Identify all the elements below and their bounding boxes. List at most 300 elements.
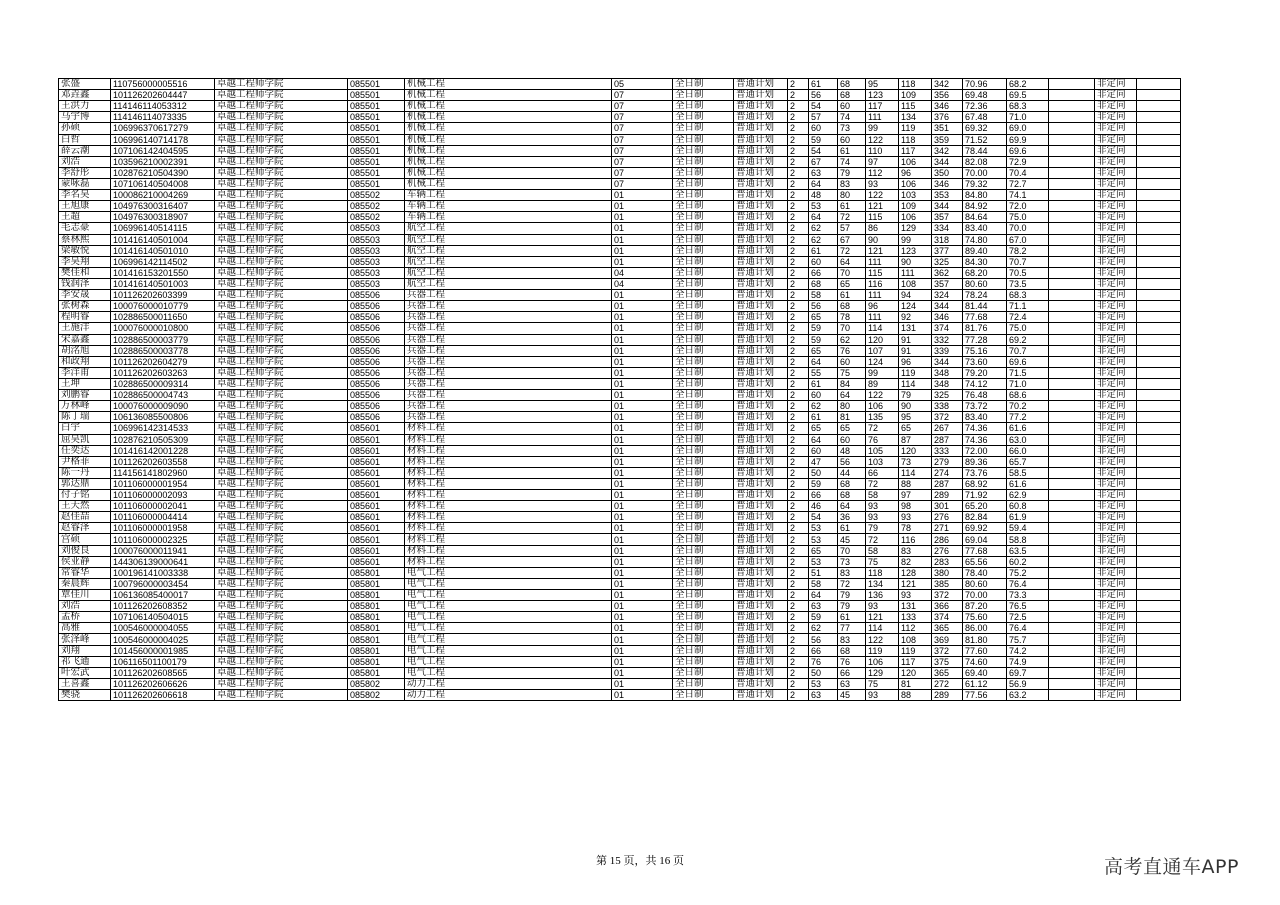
cell-english-score: 79 [838,590,866,601]
cell-remark [1137,245,1181,256]
cell-retest-score: 78.24 [963,290,1007,301]
cell-remark [1137,590,1181,601]
cell-direction: 01 [612,612,673,623]
cell-name: 李名昊 [59,190,111,201]
cell-final-score: 67.0 [1007,234,1049,245]
cell-candidate-id: 102886500003779 [111,334,215,345]
cell-english-score: 68 [838,90,866,101]
cell-name: 高雅 [59,623,111,634]
cell-subject2-score: 121 [899,578,932,589]
cell-major-name: 兵器工程 [405,312,612,323]
table-row [59,345,1181,356]
cell-name: 付子铭 [59,490,111,501]
cell-direction: 01 [612,378,673,389]
cell-name: 李安晟 [59,290,111,301]
cell-name: 王洪力 [59,101,111,112]
cell-name: 邓垚鑫 [59,90,111,101]
cell-college: 卓越工程师学院 [215,167,348,178]
cell-major-name: 机械工程 [405,156,612,167]
cell-plan-type: 普通计划 [734,101,788,112]
cell-major-name: 机械工程 [405,178,612,189]
cell-name: 张泽峰 [59,634,111,645]
cell-plan-type: 普通计划 [734,578,788,589]
cell-major-code: 085506 [348,367,405,378]
cell-subject1-score: 116 [866,278,899,289]
cell-flag: 2 [788,167,809,178]
cell-remark [1137,390,1181,401]
cell-plan-type: 普通计划 [734,367,788,378]
cell-orientation: 非定向 [1095,490,1137,501]
cell-major-name: 材料工程 [405,478,612,489]
cell-subject2-score: 65 [899,423,932,434]
cell-total-score: 346 [932,312,963,323]
cell-note [1049,367,1095,378]
cell-retest-score: 81.80 [963,634,1007,645]
table-row [59,201,1181,212]
cell-subject1-score: 134 [866,578,899,589]
cell-orientation: 非定向 [1095,356,1137,367]
cell-remark [1137,612,1181,623]
cell-subject1-score: 66 [866,467,899,478]
cell-subject2-score: 114 [899,467,932,478]
cell-subject1-score: 72 [866,534,899,545]
cell-orientation: 非定向 [1095,501,1137,512]
cell-subject2-score: 120 [899,445,932,456]
cell-major-code: 085501 [348,156,405,167]
cell-english-score: 81 [838,412,866,423]
cell-study-mode: 全日制 [673,556,734,567]
table-row [59,245,1181,256]
cell-plan-type: 普通计划 [734,456,788,467]
cell-retest-score: 69.92 [963,523,1007,534]
cell-final-score: 68.3 [1007,290,1049,301]
cell-plan-type: 普通计划 [734,678,788,689]
cell-total-score: 334 [932,223,963,234]
cell-final-score: 72.4 [1007,312,1049,323]
cell-politics-score: 65 [809,345,838,356]
cell-politics-score: 64 [809,590,838,601]
cell-study-mode: 全日制 [673,612,734,623]
cell-retest-score: 84.80 [963,190,1007,201]
cell-subject2-score: 98 [899,501,932,512]
cell-study-mode: 全日制 [673,467,734,478]
cell-subject2-score: 91 [899,345,932,356]
cell-major-code: 085506 [348,301,405,312]
cell-flag: 2 [788,423,809,434]
cell-english-score: 73 [838,556,866,567]
cell-major-name: 航空工程 [405,278,612,289]
cell-politics-score: 59 [809,612,838,623]
cell-orientation: 非定向 [1095,245,1137,256]
cell-remark [1137,523,1181,534]
cell-remark [1137,378,1181,389]
cell-note [1049,212,1095,223]
cell-total-score: 272 [932,678,963,689]
cell-subject2-score: 93 [899,512,932,523]
cell-candidate-id: 102886500011650 [111,312,215,323]
cell-plan-type: 普通计划 [734,112,788,123]
cell-retest-score: 80.60 [963,578,1007,589]
cell-note [1049,556,1095,567]
cell-subject1-score: 96 [866,301,899,312]
cell-name: 孟桥 [59,612,111,623]
cell-english-score: 80 [838,401,866,412]
cell-subject1-score: 107 [866,345,899,356]
cell-politics-score: 68 [809,278,838,289]
cell-subject1-score: 111 [866,290,899,301]
cell-plan-type: 普通计划 [734,501,788,512]
cell-major-name: 航空工程 [405,223,612,234]
app-watermark: 高考直通车APP [1104,856,1239,878]
cell-orientation: 非定向 [1095,534,1137,545]
cell-major-code: 085601 [348,512,405,523]
cell-remark [1137,79,1181,90]
cell-college: 卓越工程师学院 [215,678,348,689]
table-row [59,378,1181,389]
cell-subject2-score: 133 [899,612,932,623]
cell-remark [1137,512,1181,523]
cell-major-name: 材料工程 [405,434,612,445]
cell-plan-type: 普通计划 [734,223,788,234]
cell-politics-score: 58 [809,290,838,301]
cell-subject2-score: 87 [899,434,932,445]
cell-flag: 2 [788,612,809,623]
cell-subject2-score: 109 [899,90,932,101]
cell-plan-type: 普通计划 [734,690,788,701]
cell-direction: 01 [612,567,673,578]
cell-major-code: 085503 [348,256,405,267]
cell-english-score: 68 [838,490,866,501]
table-row [59,456,1181,467]
cell-total-score: 279 [932,456,963,467]
cell-politics-score: 66 [809,267,838,278]
cell-direction: 01 [612,467,673,478]
cell-college: 卓越工程师学院 [215,290,348,301]
cell-english-score: 79 [838,167,866,178]
cell-major-code: 085506 [348,290,405,301]
cell-college: 卓越工程师学院 [215,223,348,234]
cell-major-code: 085601 [348,534,405,545]
cell-plan-type: 普通计划 [734,401,788,412]
cell-english-score: 65 [838,423,866,434]
cell-note [1049,290,1095,301]
cell-note [1049,312,1095,323]
cell-remark [1137,334,1181,345]
cell-politics-score: 62 [809,623,838,634]
cell-english-score: 45 [838,690,866,701]
cell-plan-type: 普通计划 [734,534,788,545]
cell-subject1-score: 58 [866,545,899,556]
cell-major-code: 085801 [348,656,405,667]
cell-direction: 01 [612,512,673,523]
cell-plan-type: 普通计划 [734,178,788,189]
cell-retest-score: 82.08 [963,156,1007,167]
cell-subject2-score: 116 [899,534,932,545]
cell-candidate-id: 102886500004743 [111,390,215,401]
cell-note [1049,545,1095,556]
cell-english-score: 73 [838,123,866,134]
cell-final-score: 72.0 [1007,201,1049,212]
cell-name: 李舒彤 [59,167,111,178]
cell-total-score: 362 [932,267,963,278]
cell-college: 卓越工程师学院 [215,534,348,545]
cell-subject1-score: 110 [866,145,899,156]
cell-major-code: 085506 [348,323,405,334]
cell-retest-score: 71.52 [963,134,1007,145]
cell-note [1049,156,1095,167]
table-row [59,623,1181,634]
table-row [59,278,1181,289]
cell-retest-score: 83.40 [963,412,1007,423]
cell-remark [1137,301,1181,312]
cell-note [1049,490,1095,501]
cell-remark [1137,478,1181,489]
cell-major-name: 电气工程 [405,590,612,601]
cell-final-score: 74.1 [1007,190,1049,201]
cell-study-mode: 全日制 [673,123,734,134]
cell-major-code: 085601 [348,434,405,445]
cell-subject2-score: 106 [899,156,932,167]
cell-retest-score: 73.60 [963,356,1007,367]
cell-college: 卓越工程师学院 [215,445,348,456]
cell-politics-score: 61 [809,245,838,256]
cell-major-code: 085503 [348,278,405,289]
cell-flag: 2 [788,212,809,223]
cell-remark [1137,490,1181,501]
cell-note [1049,501,1095,512]
cell-total-score: 324 [932,290,963,301]
cell-major-name: 材料工程 [405,501,612,512]
cell-major-code: 085506 [348,390,405,401]
cell-study-mode: 全日制 [673,590,734,601]
table-row [59,578,1181,589]
cell-major-code: 085501 [348,134,405,145]
cell-retest-score: 61.12 [963,678,1007,689]
cell-orientation: 非定向 [1095,656,1137,667]
cell-note [1049,467,1095,478]
cell-study-mode: 全日制 [673,512,734,523]
cell-total-score: 372 [932,645,963,656]
cell-major-code: 085801 [348,667,405,678]
cell-candidate-id: 106996140714178 [111,134,215,145]
cell-remark [1137,123,1181,134]
cell-politics-score: 62 [809,401,838,412]
cell-english-score: 63 [838,678,866,689]
cell-direction: 01 [612,256,673,267]
cell-study-mode: 全日制 [673,678,734,689]
cell-total-score: 346 [932,178,963,189]
cell-name: 钱润泽 [59,278,111,289]
cell-college: 卓越工程师学院 [215,667,348,678]
cell-english-score: 61 [838,523,866,534]
admission-table-wrapper [58,78,1181,701]
cell-candidate-id: 101106000002041 [111,501,215,512]
cell-final-score: 69.5 [1007,90,1049,101]
cell-major-name: 兵器工程 [405,290,612,301]
cell-candidate-id: 107106140504008 [111,178,215,189]
cell-study-mode: 全日制 [673,667,734,678]
cell-subject1-score: 93 [866,512,899,523]
cell-college: 卓越工程师学院 [215,556,348,567]
cell-orientation: 非定向 [1095,434,1137,445]
cell-flag: 2 [788,567,809,578]
cell-subject1-score: 136 [866,590,899,601]
cell-major-name: 兵器工程 [405,367,612,378]
cell-subject2-score: 120 [899,667,932,678]
cell-total-score: 376 [932,112,963,123]
cell-name: 樊佳和 [59,267,111,278]
cell-candidate-id: 101416153201550 [111,267,215,278]
cell-final-score: 56.9 [1007,678,1049,689]
table-row [59,523,1181,534]
cell-major-code: 085801 [348,645,405,656]
cell-direction: 01 [612,234,673,245]
table-row [59,412,1181,423]
cell-note [1049,478,1095,489]
cell-direction: 01 [612,456,673,467]
cell-note [1049,434,1095,445]
cell-note [1049,79,1095,90]
cell-flag: 2 [788,278,809,289]
cell-final-score: 63.5 [1007,545,1049,556]
cell-name: 秦晨辉 [59,578,111,589]
cell-major-code: 085501 [348,123,405,134]
cell-total-score: 286 [932,534,963,545]
cell-final-score: 77.2 [1007,412,1049,423]
cell-direction: 07 [612,123,673,134]
cell-major-code: 085501 [348,145,405,156]
cell-note [1049,145,1095,156]
cell-major-code: 085506 [348,345,405,356]
cell-plan-type: 普通计划 [734,212,788,223]
cell-remark [1137,345,1181,356]
cell-politics-score: 53 [809,201,838,212]
cell-candidate-id: 100076000010779 [111,301,215,312]
cell-name: 宫硕 [59,534,111,545]
cell-orientation: 非定向 [1095,512,1137,523]
cell-direction: 07 [612,156,673,167]
cell-note [1049,234,1095,245]
cell-candidate-id: 101126202608565 [111,667,215,678]
cell-note [1049,645,1095,656]
cell-english-score: 76 [838,345,866,356]
cell-flag: 2 [788,601,809,612]
cell-total-score: 342 [932,145,963,156]
cell-candidate-id: 100546000004025 [111,634,215,645]
cell-direction: 05 [612,79,673,90]
cell-subject1-score: 95 [866,79,899,90]
cell-major-name: 航空工程 [405,245,612,256]
table-row [59,290,1181,301]
cell-major-code: 085801 [348,590,405,601]
cell-politics-score: 60 [809,390,838,401]
cell-college: 卓越工程师学院 [215,645,348,656]
cell-english-score: 64 [838,256,866,267]
cell-plan-type: 普通计划 [734,634,788,645]
cell-direction: 01 [612,323,673,334]
cell-note [1049,378,1095,389]
cell-major-name: 电气工程 [405,612,612,623]
cell-major-code: 085601 [348,523,405,534]
cell-study-mode: 全日制 [673,301,734,312]
cell-english-score: 60 [838,101,866,112]
cell-final-score: 59.4 [1007,523,1049,534]
cell-final-score: 70.0 [1007,223,1049,234]
cell-politics-score: 61 [809,412,838,423]
cell-direction: 07 [612,101,673,112]
cell-subject1-score: 119 [866,645,899,656]
cell-flag: 2 [788,456,809,467]
cell-total-score: 276 [932,512,963,523]
cell-direction: 04 [612,267,673,278]
cell-retest-score: 78.40 [963,567,1007,578]
cell-candidate-id: 100086210004269 [111,190,215,201]
cell-politics-score: 66 [809,490,838,501]
cell-plan-type: 普通计划 [734,301,788,312]
cell-subject1-score: 121 [866,201,899,212]
cell-study-mode: 全日制 [673,456,734,467]
cell-politics-score: 58 [809,578,838,589]
table-row [59,212,1181,223]
cell-total-score: 344 [932,356,963,367]
cell-study-mode: 全日制 [673,178,734,189]
cell-total-score: 332 [932,334,963,345]
cell-college: 卓越工程师学院 [215,690,348,701]
cell-name: 王施洋 [59,323,111,334]
cell-major-code: 085503 [348,245,405,256]
cell-politics-score: 56 [809,634,838,645]
cell-english-score: 68 [838,478,866,489]
cell-name: 赵睿泽 [59,523,111,534]
cell-major-code: 085501 [348,90,405,101]
cell-college: 卓越工程师学院 [215,301,348,312]
cell-candidate-id: 102886500003778 [111,345,215,356]
cell-retest-score: 73.72 [963,401,1007,412]
cell-politics-score: 60 [809,256,838,267]
cell-subject2-score: 119 [899,367,932,378]
cell-subject2-score: 123 [899,245,932,256]
cell-direction: 01 [612,412,673,423]
cell-college: 卓越工程师学院 [215,245,348,256]
cell-remark [1137,645,1181,656]
cell-major-name: 材料工程 [405,445,612,456]
cell-direction: 04 [612,278,673,289]
cell-note [1049,278,1095,289]
cell-major-code: 085503 [348,267,405,278]
cell-orientation: 非定向 [1095,567,1137,578]
cell-orientation: 非定向 [1095,323,1137,334]
cell-major-code: 085501 [348,167,405,178]
cell-note [1049,345,1095,356]
cell-study-mode: 全日制 [673,156,734,167]
cell-plan-type: 普通计划 [734,256,788,267]
cell-remark [1137,690,1181,701]
cell-name: 陈丁瑞 [59,412,111,423]
cell-subject2-score: 81 [899,678,932,689]
cell-remark [1137,456,1181,467]
cell-study-mode: 全日制 [673,634,734,645]
cell-plan-type: 普通计划 [734,156,788,167]
cell-candidate-id: 101126202603399 [111,290,215,301]
cell-major-code: 085802 [348,690,405,701]
cell-total-score: 353 [932,190,963,201]
cell-name: 王超 [59,212,111,223]
cell-note [1049,567,1095,578]
cell-flag: 2 [788,101,809,112]
cell-major-name: 材料工程 [405,467,612,478]
cell-flag: 2 [788,578,809,589]
cell-english-score: 64 [838,390,866,401]
